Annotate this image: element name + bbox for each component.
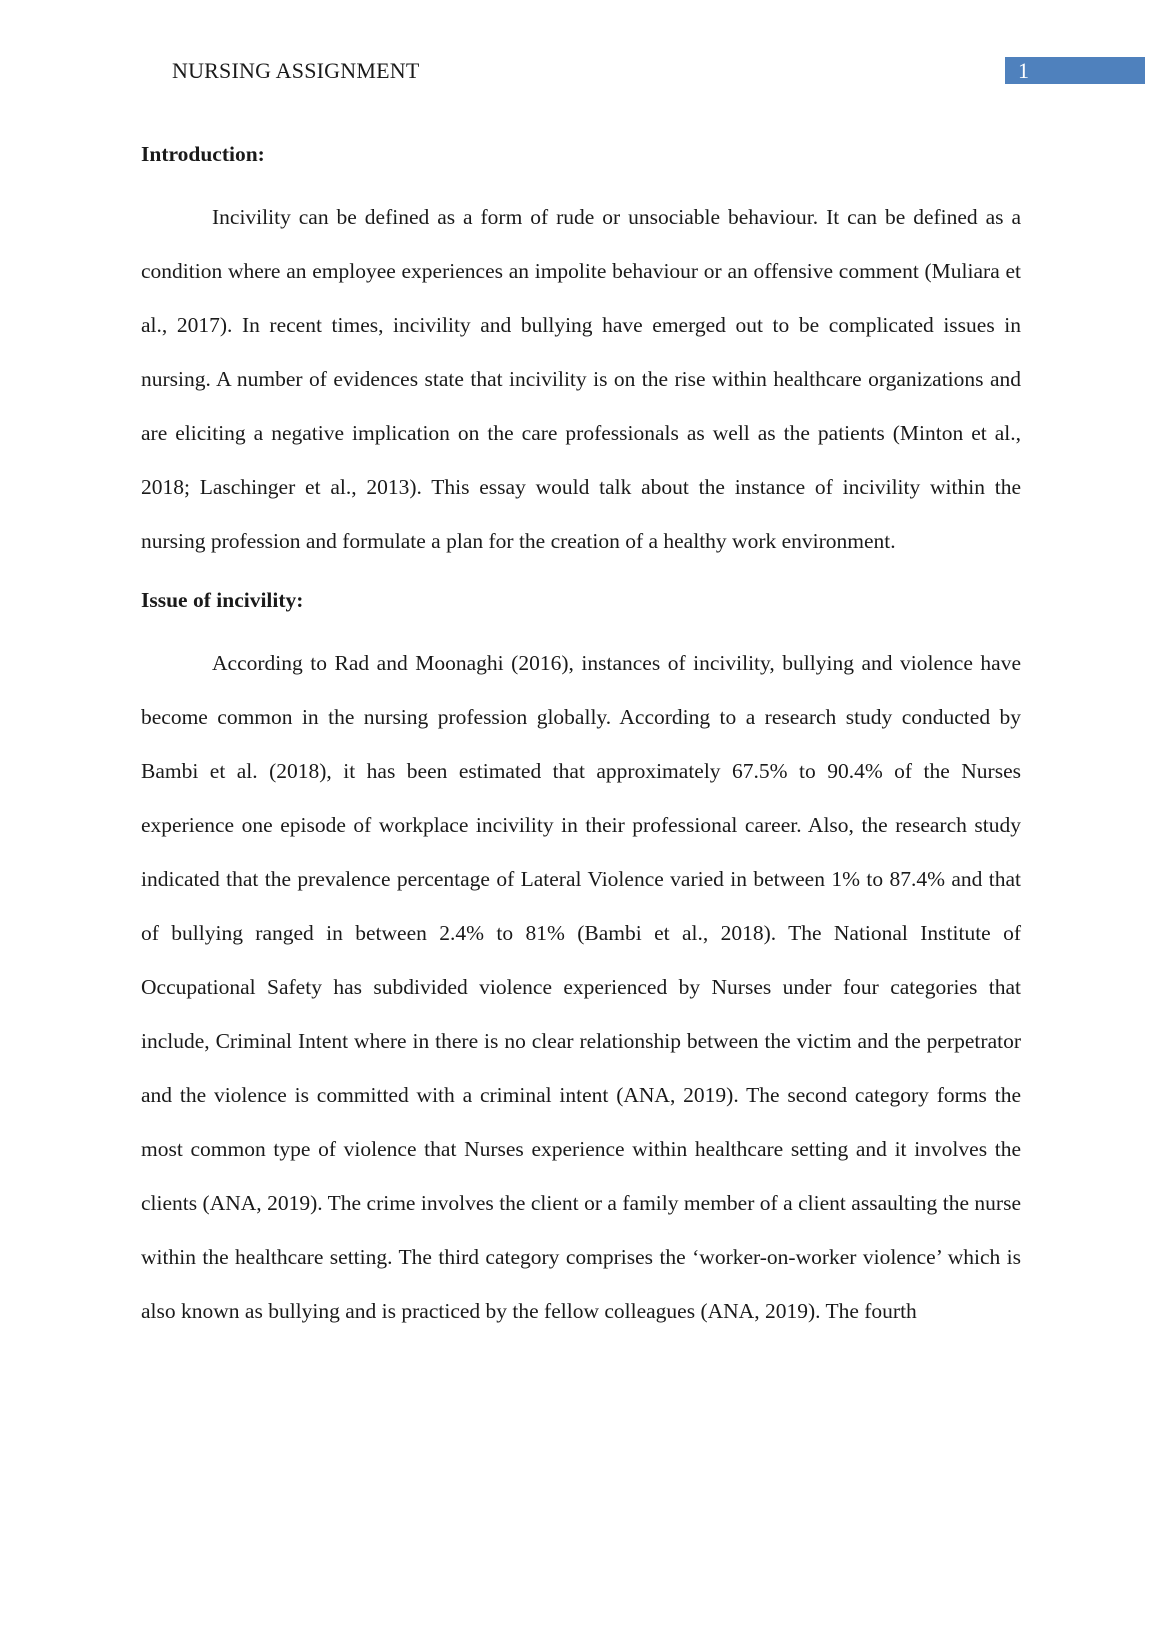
section-heading-introduction: Introduction: bbox=[141, 142, 265, 166]
section-heading-issue-of-incivility: Issue of incivility: bbox=[141, 588, 304, 612]
issue-of-incivility-paragraph: According to Rad and Moonaghi (2016), instances of incivility, bullying and violence have become common in the nursing profession globally. According to a research study conducted by Bambi et al. (2018), it has been estimated that approximately 67.5% to 90.4% of the Nurses experience one episode of workplace incivility in their professional career. Also, the research study indicated that the prevalence percentage of Lateral Violence varied in between 1% to 87.4% and that of bullying ranged in between 2.4% to 81% (Bambi et al., 2018). The National Institute of Occupational Safety has subdivided violence experienced by Nurses under four categories that include, Criminal Intent where in there is no clear relationship between the victim and the perpetrator and the violence is committed with a criminal intent (ANA, 2019). The second category forms the most common type of violence that Nurses experience within healthcare setting and it involves the clients (ANA, 2019). The crime involves the client or a family member of a client assaulting the nurse within the healthcare setting. The third category comprises the ‘worker-on-worker violence’ which is also known as bullying and is practiced by the fellow colleagues (ANA, 2019). The fourth bbox=[141, 651, 1021, 1323]
page-number: 1 bbox=[1018, 58, 1029, 83]
document-body bbox=[141, 136, 1021, 1338]
introduction-paragraph: Incivility can be defined as a form of rude or unsociable behaviour. It can be defined as a condition where an employee experiences an impolite behaviour or an offensive comment (Muliara et al., 2017). In recent times, incivility and bullying have emerged out to be complicated issues in nursing. A number of evidences state that incivility is on the rise within healthcare organizations and are eliciting a negative implication on the care professionals as well as the patients (Minton et al., 2018; Laschinger et al., 2013). This essay would talk about the instance of incivility within the nursing profession and formulate a plan for the creation of a healthy work environment. bbox=[141, 205, 1021, 553]
running-head: NURSING ASSIGNMENT bbox=[172, 58, 420, 83]
